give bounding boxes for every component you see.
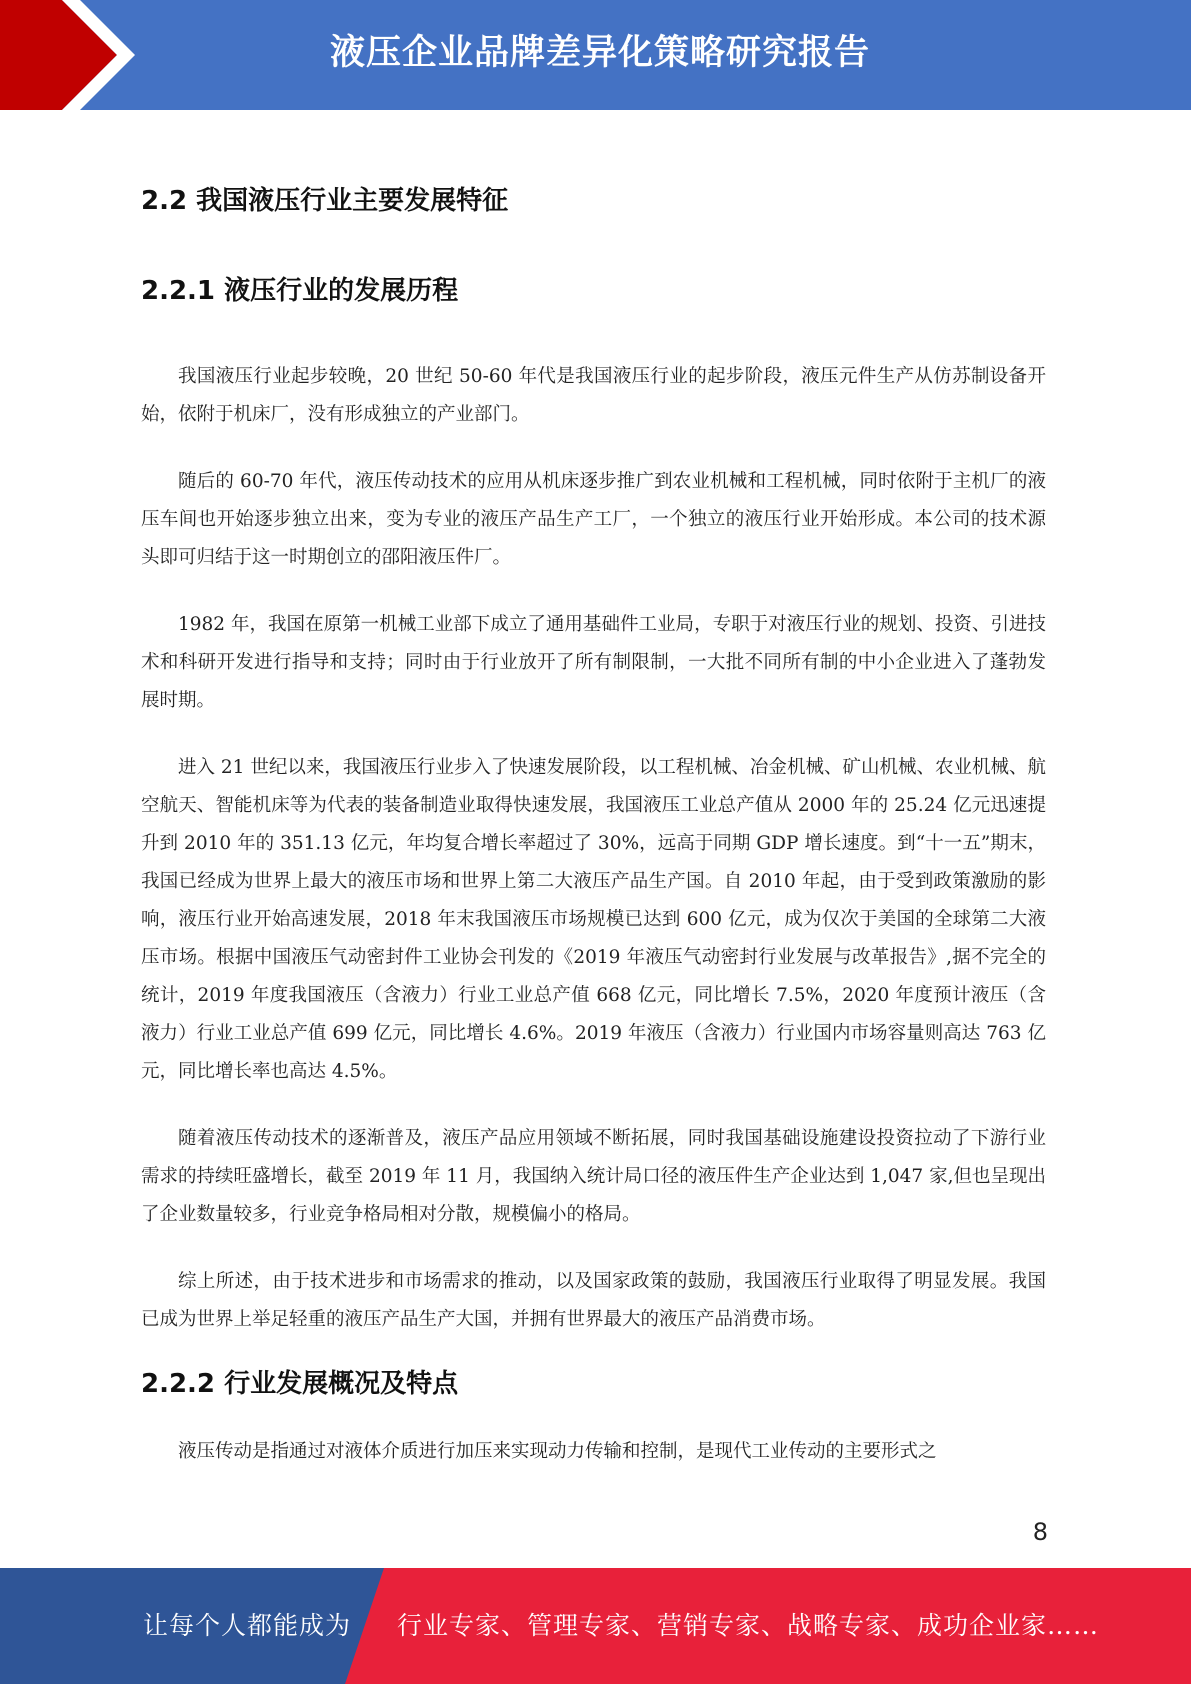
section-heading-2-2-1: 2.2.1 液压行业的发展历程 — [141, 276, 459, 306]
report-title: 液压企业品牌差异化策略研究报告 — [330, 33, 871, 73]
footer-slogan-right: 行业专家、管理专家、营销专家、战略专家、成功企业家…… — [397, 1611, 1100, 1640]
paragraph: 综上所述，由于技术进步和市场需求的推动，以及国家政策的鼓励，我国液压行业取得了明显发展。我国已成为世界上举足轻重的液压产品生产大国，并拥有世界最大的液压产品消费市场。 — [141, 1271, 1046, 1330]
footer-slogan-left: 让每个人都能成为 — [143, 1611, 352, 1640]
footer-band — [0, 1568, 1191, 1684]
paragraph: 液压传动是指通过对液体介质进行加压来实现动力传输和控制，是现代工业传动的主要形式之 — [178, 1441, 937, 1462]
paragraph: 1982 年，我国在原第一机械工业部下成立了通用基础件工业局，专职于对液压行业的规划、投资、引进技术和科研开发进行指导和支持；同时由于行业放开了所有制限制，一大批不同所有制的中小企业进入了蓬勃发展时期。 — [141, 614, 1046, 711]
paragraph: 进入 21 世纪以来，我国液压行业步入了快速发展阶段，以工程机械、冶金机械、矿山机械、农业机械、航空航天、智能机床等为代表的装备制造业取得快速发展，我国液压工业总产值从 2000 年的 25.24 亿元迅速提升到 2010 年的 351.13 亿元，年均复合增长率超过了 30%，远高于同期 GDP 增长速度。到“十一五”期末，我国已经成为世界上最大的液压市场和世界上第二大液压产品生产国。自 2010 年起，由于受到政策激励的影响，液压行业开始高速发展，2018 年末我国液压市场规模已达到 600 亿元，成为仅次于美国的全球第二大液压市场。根据中国液压气动密封件工业协会刊发的《2019 年液压气动密封行业发展与改革报告》,据不完全的统计，2019 年度我国液压（含液力）行业工业总产值 668 亿元，同比增长 7.5%，2020 年度预计液压（含液力）行业工业总产值 699 亿元，同比增长 4.6%。2019 年液压（含液力）行业国内市场容量则高达 763 亿元，同比增长率也高达 4.5%。 — [141, 757, 1046, 1082]
paragraph: 随后的 60-70 年代，液压传动技术的应用从机床逐步推广到农业机械和工程机械，同时依附于主机厂的液压车间也开始逐步独立出来，变为专业的液压产品生产工厂，一个独立的液压行业开始形成。本公司的技术源头即可归结于这一时期创立的邵阳液压件厂。 — [141, 471, 1046, 568]
page-number: 8 — [1032, 1518, 1048, 1546]
document-body — [141, 178, 1046, 1500]
header-band — [0, 0, 1191, 110]
paragraph: 随着液压传动技术的逐渐普及，液压产品应用领域不断拓展，同时我国基础设施建设投资拉动了下游行业需求的持续旺盛增长，截至 2019 年 11 月，我国纳入统计局口径的液压件生产企业达到 1,047 家,但也呈现出了企业数量较多，行业竞争格局相对分散，规模偏小的格局。 — [141, 1128, 1046, 1225]
section-heading-2-2-2: 2.2.2 行业发展概况及特点 — [141, 1369, 459, 1399]
section-heading-2-2: 2.2 我国液压行业主要发展特征 — [141, 186, 509, 216]
paragraph: 我国液压行业起步较晚，20 世纪 50-60 年代是我国液压行业的起步阶段，液压元件生产从仿苏制设备开始，依附于机床厂，没有形成独立的产业部门。 — [141, 366, 1046, 425]
header-arrow-decoration — [0, 0, 160, 110]
